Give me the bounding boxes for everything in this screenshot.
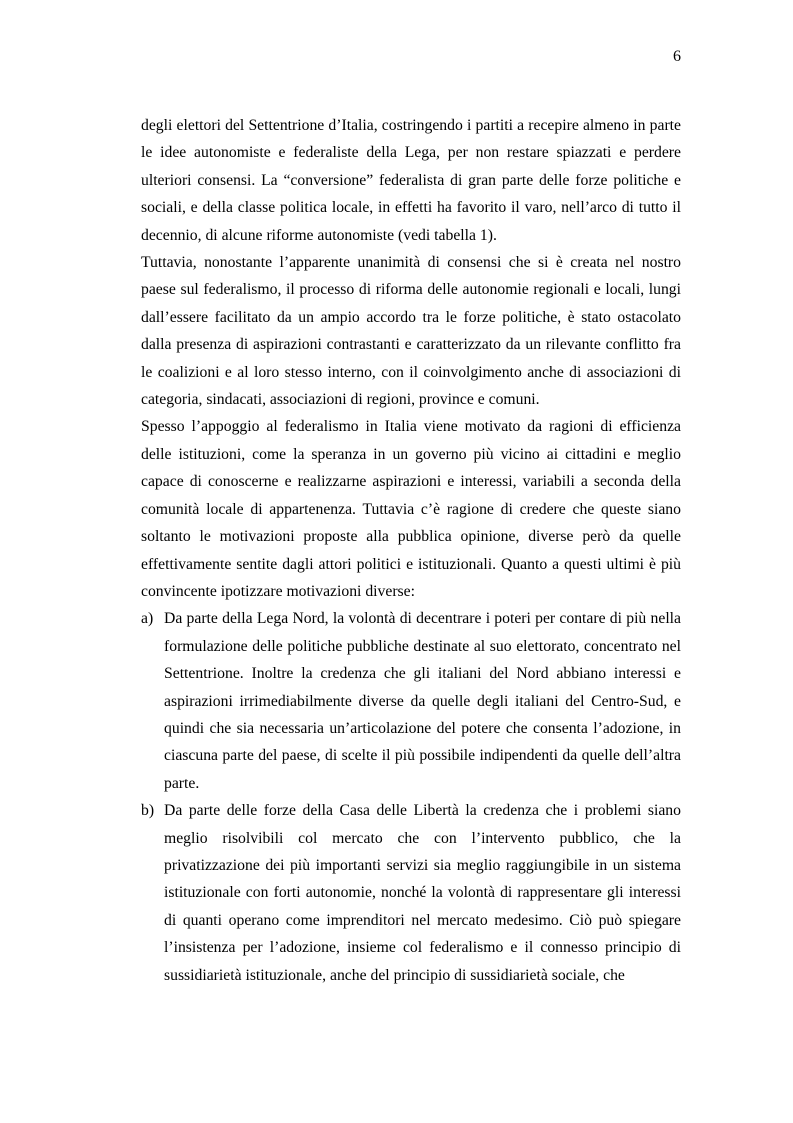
list-item (141, 797, 681, 989)
list-item-text: Da parte delle forze della Casa delle Libertà la credenza che i problemi siano meglio risolvibili col mercato che con l’intervento pubblico, che la privatizzazione dei più importanti servizi sia meglio raggiungibile in un sistema istituzionale con forti autonomie, nonché la volontà di rappresentare gli interessi di quanti operano come imprenditori nel mercato medesimo. Ciò può spiegare l’insistenza per l’adozione, insieme col federalismo e il connesso principio di sussidiarietà istituzionale, anche del principio di sussidiarietà sociale, che (164, 802, 681, 984)
list-marker: b) (141, 802, 155, 820)
paragraph: Tuttavia, nonostante l’apparente unanimità di consensi che si è creata nel nostro paese sul federalismo, il processo di riforma delle autonomie regionali e locali, lungi dall’essere facilitato da un ampio accordo tra le forze politiche, è stato ostacolato dalla presenza di aspirazioni contrastanti e caratterizzato da un rilevante conflitto fra le coalizioni e al loro stesso interno, con il coinvolgimento anche di associazioni di categoria, sindacati, associazioni di regioni, province e comuni. (141, 254, 681, 409)
list-marker: a) (141, 610, 154, 628)
paragraph: degli elettori del Settentrione d’Italia, costringendo i partiti a recepire almeno in parte le idee autonomiste e federaliste della Lega, per non restare spiazzati e perdere ulteriori consensi. La “conversione” federalista di gran parte delle forze politiche e sociali, e della classe politica locale, in effetti ha favorito il varo, nell’arco di tutto il decennio, di alcune riforme autonomiste (vedi tabella 1). (141, 117, 681, 244)
list-item (141, 605, 681, 797)
page-number: 6 (673, 48, 681, 65)
document-body (141, 112, 681, 989)
motivations-list (141, 605, 681, 989)
paragraph: Spesso l’appoggio al federalismo in Italia viene motivato da ragioni di efficienza delle istituzioni, come la speranza in un governo più vicino ai cittadini e meglio capace di conoscerne e realizzarne aspirazioni e interessi, variabili a seconda della comunità locale di appartenenza. Tuttavia c’è ragione di credere che queste siano soltanto le motivazioni proposte alla pubblica opinione, diverse però da quelle effettivamente sentite dagli attori politici e istituzionali. Quanto a questi ultimi è più convincente ipotizzare motivazioni diverse: (141, 418, 681, 600)
list-item-text: Da parte della Lega Nord, la volontà di decentrare i poteri per contare di più nella formulazione delle politiche pubbliche destinate al suo elettorato, concentrato nel Settentrione. Inoltre la credenza che gli italiani del Nord abbiano interessi e aspirazioni irrimediabilmente diverse da quelle degli italiani del Centro-Sud, e quindi che sia necessaria un’articolazione del potere che consenta l’adozione, in ciascuna parte del paese, di scelte il più possibile indipendenti da quelle dell’altra parte. (164, 610, 681, 792)
